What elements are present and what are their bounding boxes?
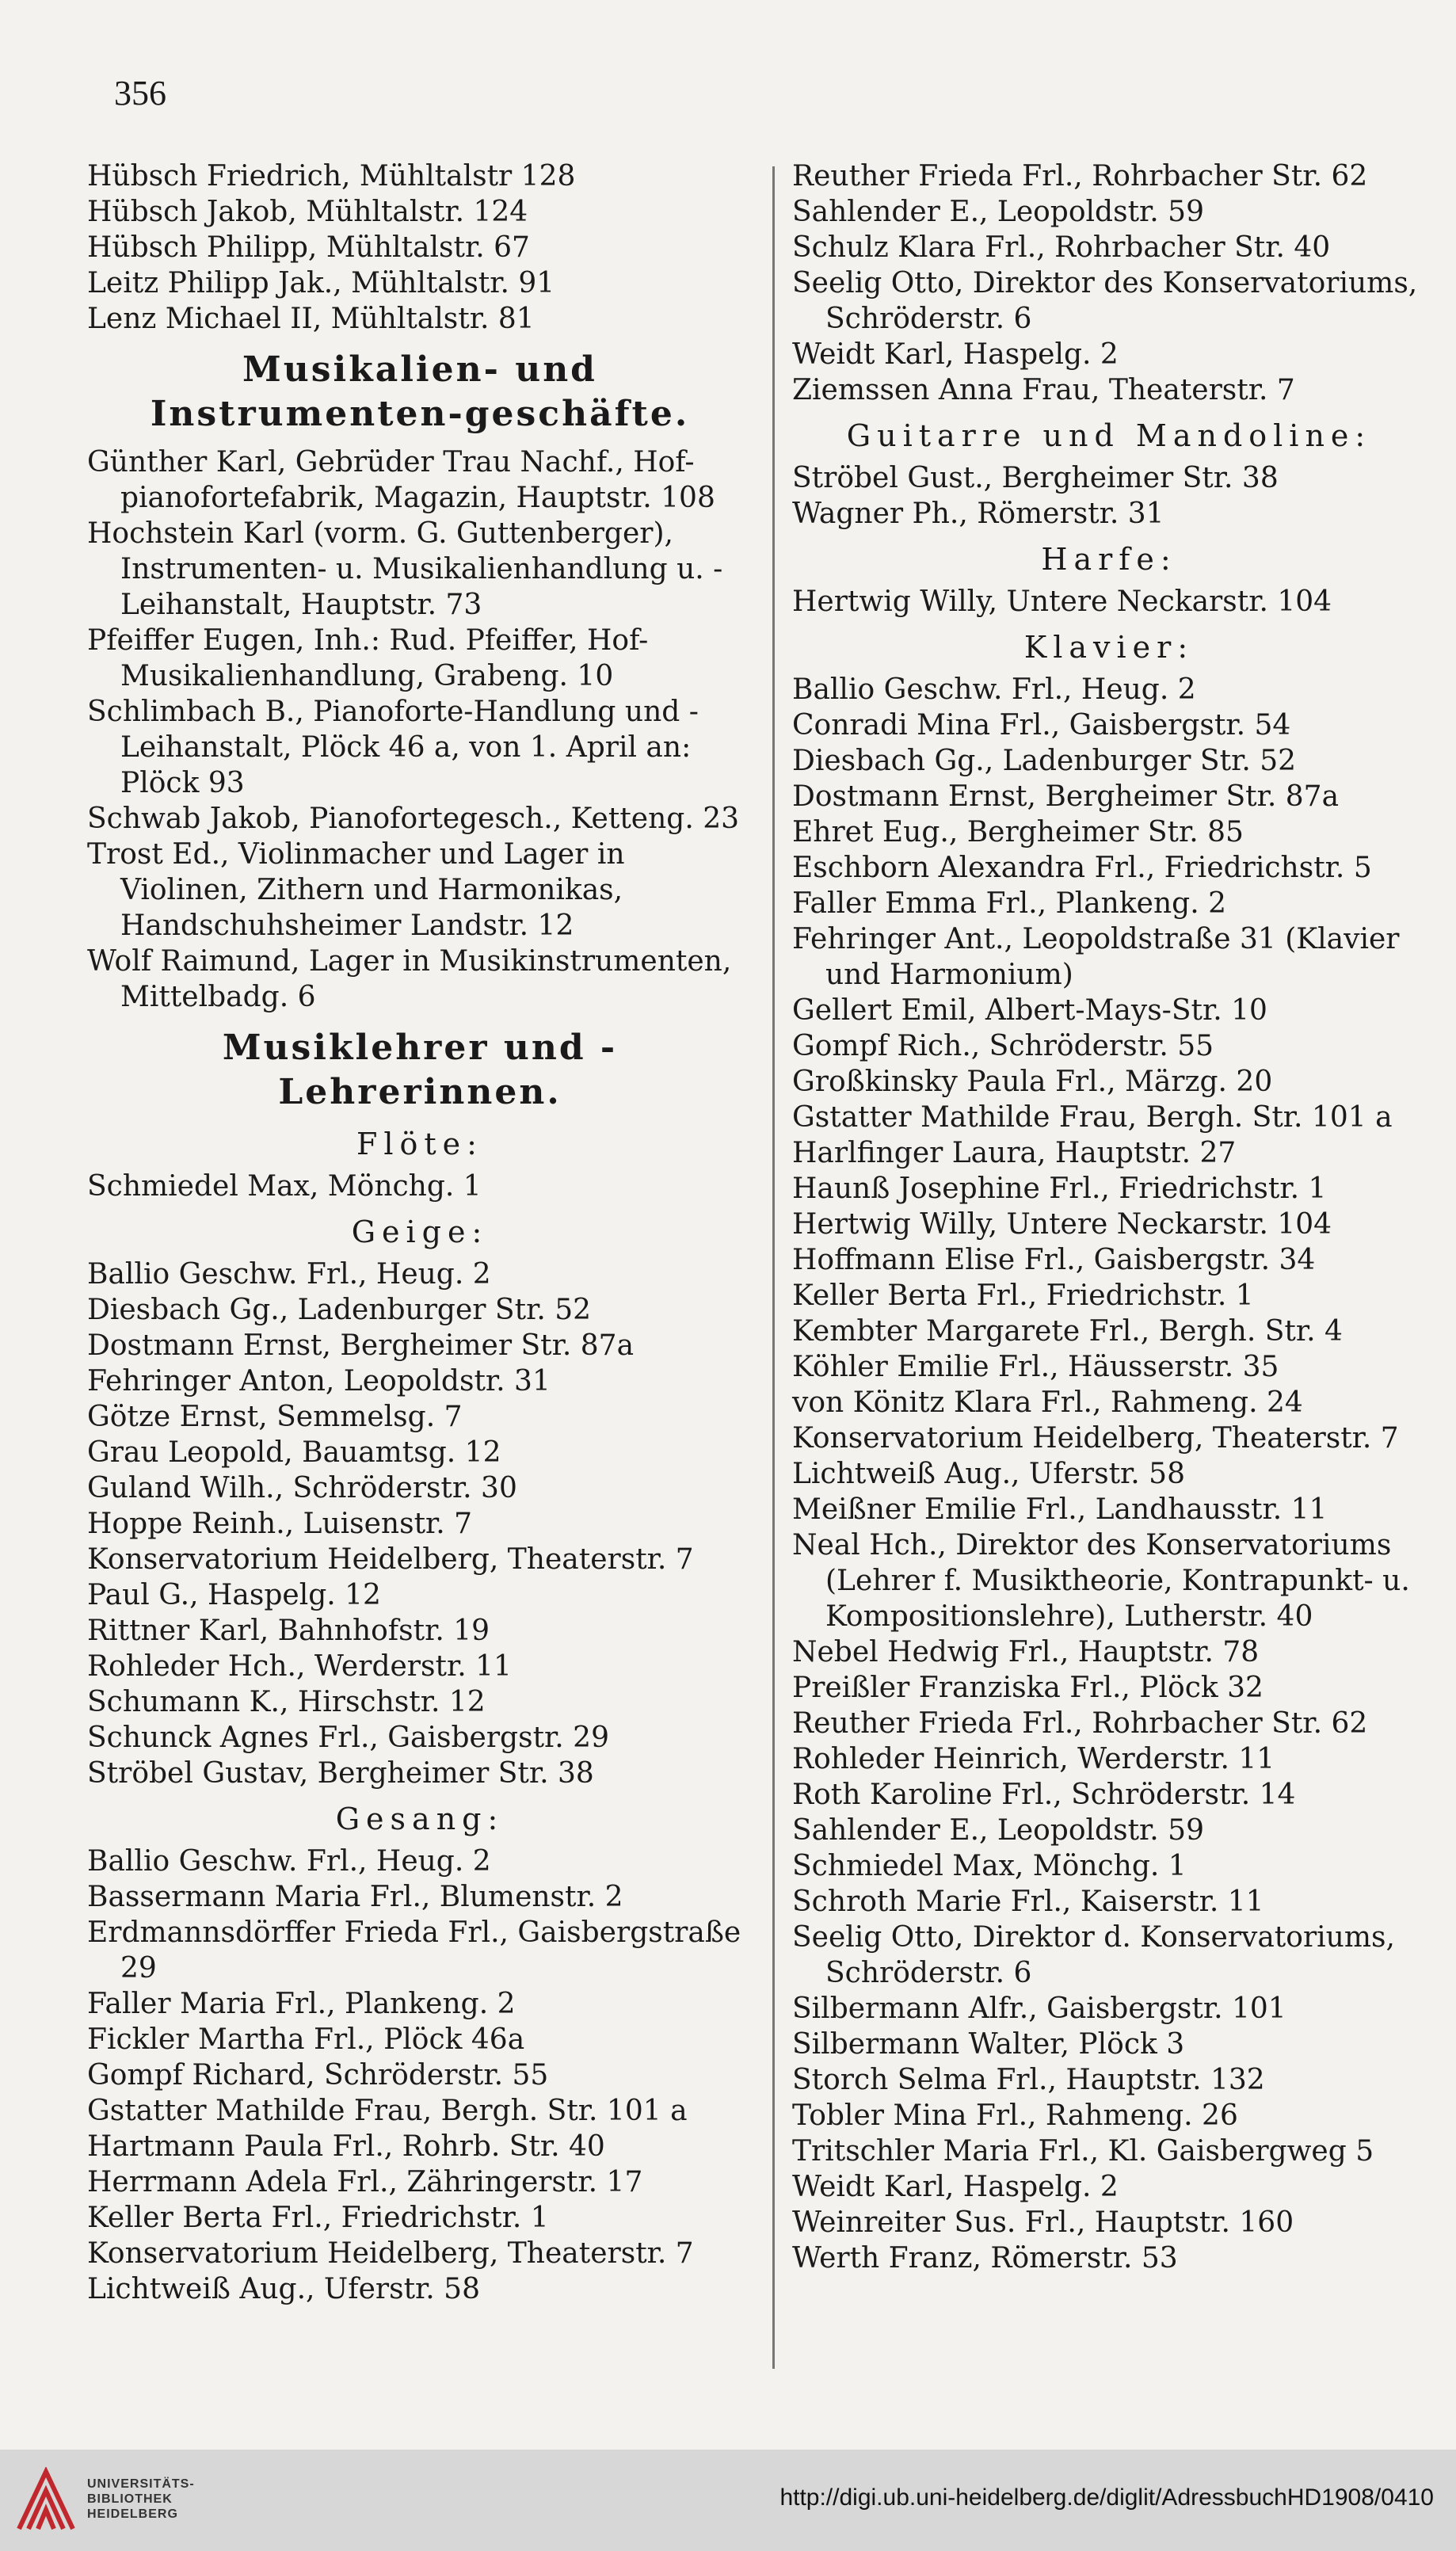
- university-library-logo-icon: [14, 2467, 78, 2534]
- subheading-klavier: Klavier:: [1023, 630, 1195, 665]
- directory-entry: Wolf Raimund, Lager in Musikinstrumenten, Mittelbadg. 6: [87, 945, 732, 1013]
- directory-entry: Diesbach Gg., Ladenburger Str. 52: [792, 745, 1297, 777]
- directory-entry: Konservatorium Heidelberg, Theaterstr. 7: [87, 2237, 694, 2270]
- directory-entry: Sahlender E., Leopoldstr. 59: [792, 1814, 1204, 1847]
- directory-entry: Faller Maria Frl., Plankeng. 2: [87, 1988, 516, 2020]
- directory-entry: Gompf Richard, Schröderstr. 55: [87, 2059, 549, 2092]
- directory-entry: Paul G., Haspelg. 12: [87, 1579, 381, 1611]
- directory-entry: Haunß Josephine Frl., Friedrichstr. 1: [792, 1173, 1327, 1205]
- directory-entry: Gstatter Mathilde Frau, Bergh. Str. 101 a: [792, 1101, 1393, 1134]
- directory-entry: Hübsch Jakob, Mühltalstr. 124: [87, 196, 528, 228]
- klavier-list: [792, 672, 1426, 2276]
- right-column: [792, 158, 1426, 2276]
- directory-entry: Keller Berta Frl., Friedrichstr. 1: [792, 1279, 1254, 1312]
- directory-entry: Sahlender E., Leopoldstr. 59: [792, 196, 1204, 228]
- section-heading-music-shops: Musikalien- und Instrumenten-geschäfte.: [150, 349, 690, 434]
- directory-entry: Preißler Franziska Frl., Plöck 32: [792, 1672, 1264, 1704]
- directory-entry: Tritschler Maria Frl., Kl. Gaisbergweg 5: [792, 2135, 1374, 2168]
- directory-entry: Gstatter Mathilde Frau, Bergh. Str. 101 a: [87, 2095, 688, 2127]
- directory-entry: Schmiedel Max, Mönchg. 1: [87, 1170, 482, 1203]
- directory-entry: Nebel Hedwig Frl., Hauptstr. 78: [792, 1636, 1260, 1668]
- directory-entry: Hoppe Reinh., Luisenstr. 7: [87, 1508, 473, 1540]
- library-name-line: UNIVERSITÄTS-: [87, 2477, 195, 2491]
- library-name: [87, 2477, 195, 2522]
- directory-entry: Bassermann Maria Frl., Blumenstr. 2: [87, 1881, 623, 1913]
- directory-entry: Günther Karl, Gebrüder Trau Nachf., Hof-pianofortefabrik, Magazin, Hauptstr. 108: [87, 446, 715, 514]
- directory-entry: Reuther Frieda Frl., Rohrbacher Str. 62: [792, 1707, 1368, 1740]
- directory-entry: Ballio Geschw. Frl., Heug. 2: [87, 1258, 491, 1291]
- directory-entry: Seelig Otto, Direktor d. Konservatoriums, Schröderstr. 6: [792, 1921, 1395, 1989]
- directory-entry: Schwab Jakob, Pianofortegesch., Ketteng. 23: [87, 803, 740, 835]
- directory-entry: Conradi Mina Frl., Gaisbergstr. 54: [792, 709, 1291, 742]
- directory-entry: Ströbel Gust., Bergheimer Str. 38: [792, 462, 1279, 494]
- directory-entry: Weinreiter Sus. Frl., Hauptstr. 160: [792, 2206, 1294, 2239]
- directory-entry: Schumann K., Hirschstr. 12: [87, 1686, 486, 1718]
- directory-entry: Kembter Margarete Frl., Bergh. Str. 4: [792, 1315, 1343, 1348]
- subheading-geige: Geige:: [351, 1214, 489, 1249]
- right-top-entries: [792, 158, 1426, 408]
- directory-entry: Konservatorium Heidelberg, Theaterstr. 7: [87, 1543, 694, 1576]
- viewer-footer: [0, 2450, 1456, 2551]
- directory-entry: Dostmann Ernst, Bergheimer Str. 87a: [87, 1329, 635, 1362]
- music-shops-list: [87, 444, 753, 1015]
- directory-entry: Rohleder Hch., Werderstr. 11: [87, 1650, 512, 1683]
- subheading-harfe: Harfe:: [1041, 542, 1177, 577]
- directory-entry: Hochstein Karl (vorm. G. Guttenberger), Instrumenten- u. Musikalienhandlung u. -Leihanstalt, Hauptstr. 73: [87, 517, 723, 621]
- directory-entry: Fehringer Anton, Leopoldstr. 31: [87, 1365, 551, 1398]
- directory-entry: Guland Wilh., Schröderstr. 30: [87, 1472, 517, 1504]
- directory-entry: Reuther Frieda Frl., Rohrbacher Str. 62: [792, 160, 1368, 193]
- directory-entry: Leitz Philipp Jak., Mühltalstr. 91: [87, 267, 555, 299]
- directory-entry: Faller Emma Frl., Plankeng. 2: [792, 887, 1226, 920]
- directory-entry: Diesbach Gg., Ladenburger Str. 52: [87, 1294, 592, 1326]
- directory-entry: Fehringer Ant., Leopoldstraße 31 (Klavier und Harmonium): [792, 923, 1400, 991]
- directory-entry: Hübsch Philipp, Mühltalstr. 67: [87, 231, 530, 264]
- directory-entry: Hartmann Paula Frl., Rohrb. Str. 40: [87, 2130, 605, 2163]
- directory-entry: Neal Hch., Direktor des Konservatoriums (Lehrer f. Musiktheorie, Kontrapunkt- u. Kompositionslehre), Lutherstr. 40: [792, 1529, 1410, 1633]
- directory-entry: Pfeiffer Eugen, Inh.: Rud. Pfeiffer, Hof-Musikalienhandlung, Grabeng. 10: [87, 624, 649, 692]
- section-heading-music-teachers: Musiklehrer und -Lehrerinnen.: [222, 1028, 618, 1112]
- directory-entry: Weidt Karl, Haspelg. 2: [792, 2171, 1119, 2203]
- directory-entry: Hübsch Friedrich, Mühltalstr 128: [87, 160, 576, 193]
- directory-entry: Weidt Karl, Haspelg. 2: [792, 338, 1119, 371]
- directory-entry: Rohleder Heinrich, Werderstr. 11: [792, 1743, 1275, 1775]
- directory-entry: Trost Ed., Violinmacher und Lager in Violinen, Zithern und Harmonikas, Handschuhsheimer Landstr. 12: [87, 838, 625, 942]
- directory-entry: Großkinsky Paula Frl., Märzg. 20: [792, 1066, 1273, 1098]
- library-name-line: HEIDELBERG: [87, 2507, 178, 2521]
- directory-entry: Erdmannsdörffer Frieda Frl., Gaisbergstraße 29: [87, 1916, 741, 1985]
- directory-entry: Gellert Emil, Albert-Mays-Str. 10: [792, 994, 1267, 1027]
- directory-entry: Götze Ernst, Semmelsg. 7: [87, 1401, 463, 1433]
- directory-entry: Eschborn Alexandra Frl., Friedrichstr. 5: [792, 852, 1372, 884]
- subheading-guitarre: Guitarre und Mandoline:: [846, 418, 1372, 453]
- permalink-url[interactable]: http://digi.ub.uni-heidelberg.de/diglit/AdressbuchHD1908/0410: [779, 2484, 1434, 2511]
- directory-entry: Schlimbach B., Pianoforte-Handlung und -Leihanstalt, Plöck 46 a, von 1. April an: Plöck 93: [87, 696, 699, 799]
- directory-entry: Harlfinger Laura, Hauptstr. 27: [792, 1137, 1237, 1169]
- directory-entry: Hertwig Willy, Untere Neckarstr. 104: [792, 1208, 1332, 1241]
- directory-entry: Ehret Eug., Bergheimer Str. 85: [792, 816, 1244, 848]
- directory-entry: Meißner Emilie Frl., Landhausstr. 11: [792, 1493, 1328, 1526]
- directory-entry: Schmiedel Max, Mönchg. 1: [792, 1850, 1187, 1882]
- directory-entry: Lenz Michael II, Mühltalstr. 81: [87, 303, 535, 335]
- directory-entry: Keller Berta Frl., Friedrichstr. 1: [87, 2202, 549, 2234]
- page-number: 356: [114, 74, 166, 112]
- directory-entry: Schroth Marie Frl., Kaiserstr. 11: [792, 1886, 1264, 1918]
- directory-entry: Herrmann Adela Frl., Zähringerstr. 17: [87, 2166, 643, 2198]
- directory-entry: Ströbel Gustav, Bergheimer Str. 38: [87, 1757, 594, 1790]
- geige-list: [87, 1256, 753, 1791]
- gesang-list: [87, 1844, 753, 2307]
- directory-entry: Köhler Emilie Frl., Häusserstr. 35: [792, 1351, 1279, 1383]
- directory-entry: Wagner Ph., Römerstr. 31: [792, 498, 1164, 530]
- directory-entry: Tobler Mina Frl., Rahmeng. 26: [792, 2099, 1238, 2132]
- directory-entry: Konservatorium Heidelberg, Theaterstr. 7: [792, 1422, 1399, 1455]
- column-divider: [772, 166, 775, 2369]
- directory-entry: von Könitz Klara Frl., Rahmeng. 24: [792, 1386, 1303, 1419]
- directory-entry: Lichtweiß Aug., Uferstr. 58: [87, 2273, 480, 2305]
- directory-entry: Gompf Rich., Schröderstr. 55: [792, 1030, 1214, 1062]
- directory-entry: Rittner Karl, Bahnhofstr. 19: [87, 1615, 490, 1647]
- directory-entry: Hertwig Willy, Untere Neckarstr. 104: [792, 585, 1332, 618]
- directory-entry: Storch Selma Frl., Hauptstr. 132: [792, 2064, 1265, 2096]
- directory-entry: Silbermann Walter, Plöck 3: [792, 2028, 1185, 2061]
- directory-entry: Silbermann Alfr., Gaisbergstr. 101: [792, 1992, 1286, 2025]
- left-top-entries: [87, 158, 753, 337]
- subheading-floete: Flöte:: [356, 1127, 483, 1161]
- directory-entry: Ziemssen Anna Frau, Theaterstr. 7: [792, 374, 1295, 406]
- subheading-gesang: Gesang:: [335, 1802, 505, 1836]
- directory-entry: Hoffmann Elise Frl., Gaisbergstr. 34: [792, 1244, 1316, 1276]
- directory-entry: Roth Karoline Frl., Schröderstr. 14: [792, 1779, 1296, 1811]
- directory-entry: Ballio Geschw. Frl., Heug. 2: [87, 1845, 491, 1878]
- directory-entry: Dostmann Ernst, Bergheimer Str. 87a: [792, 780, 1340, 813]
- directory-entry: Grau Leopold, Bauamtsg. 12: [87, 1436, 501, 1469]
- directory-entry: Fickler Martha Frl., Plöck 46a: [87, 2023, 525, 2056]
- directory-entry: Schunck Agnes Frl., Gaisbergstr. 29: [87, 1722, 609, 1754]
- directory-entry: Werth Franz, Römerstr. 53: [792, 2242, 1178, 2275]
- directory-entry: Seelig Otto, Direktor des Konservatoriums, Schröderstr. 6: [792, 267, 1418, 335]
- directory-entry: Lichtweiß Aug., Uferstr. 58: [792, 1458, 1185, 1490]
- directory-entry: Ballio Geschw. Frl., Heug. 2: [792, 673, 1196, 706]
- left-column: [87, 158, 753, 2307]
- directory-entry: Schulz Klara Frl., Rohrbacher Str. 40: [792, 231, 1331, 264]
- library-name-line: BIBLIOTHEK: [87, 2492, 173, 2506]
